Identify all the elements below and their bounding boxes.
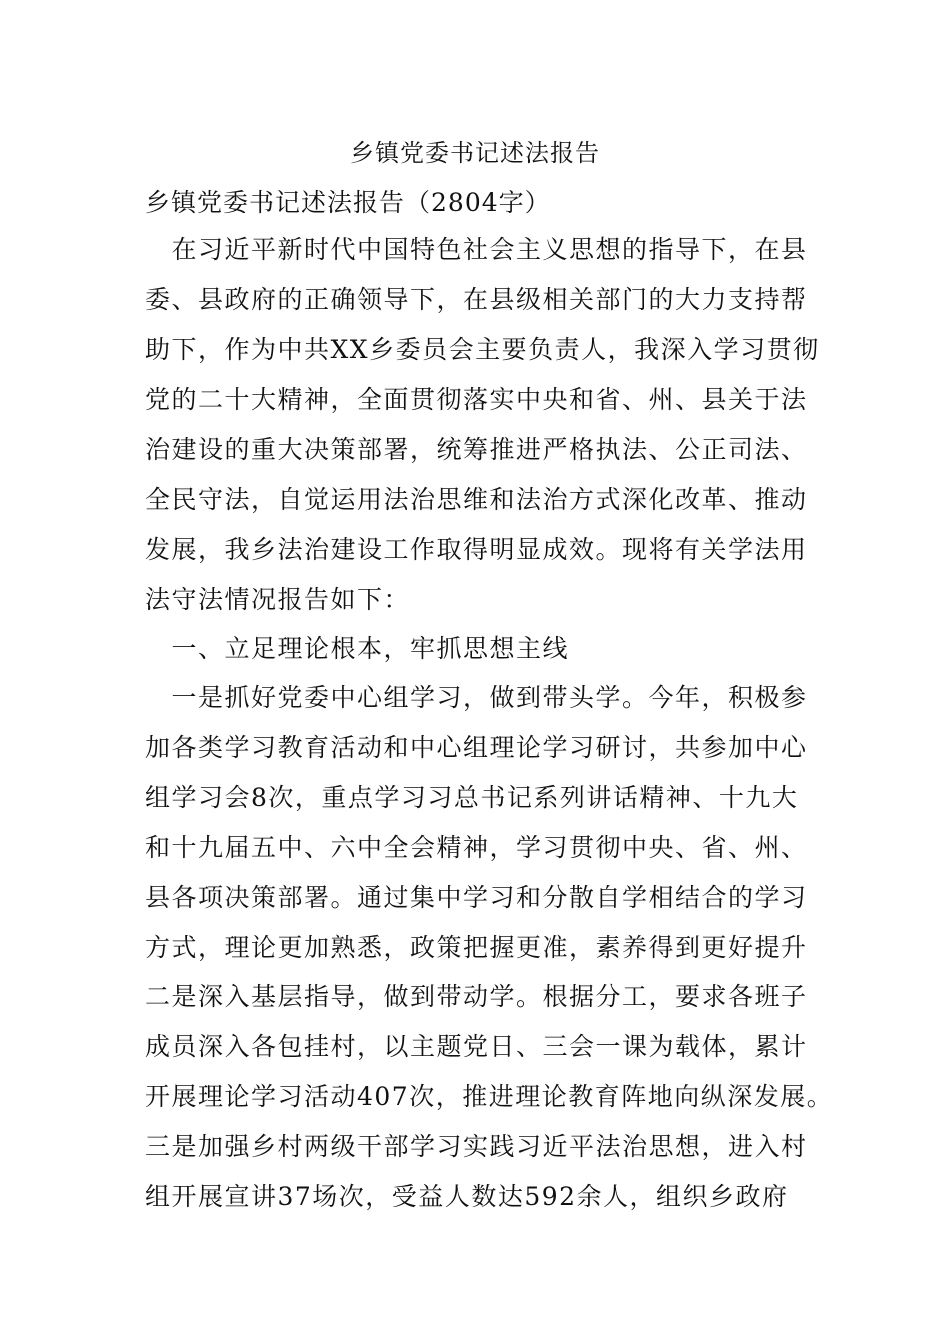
body-line: 县各项决策部署。通过集中学习和分散自学相结合的学习 (145, 883, 808, 912)
body-line: 组学习会8次，重点学习习总书记系列讲话精神、十九大 (145, 783, 799, 812)
body-line: 发展，我乡法治建设工作取得明显成效。现将有关学法用 (145, 535, 808, 564)
body-line: 方式，理论更加熟悉，政策把握更准，素养得到更好提升 (145, 933, 808, 962)
body-line: 二是深入基层指导，做到带动学。根据分工，要求各班子 (145, 982, 808, 1011)
body-line: 全民守法，自觉运用法治思维和法治方式深化改革、推动 (145, 485, 808, 514)
body-line: 法守法情况报告如下： (145, 585, 411, 614)
body-line: 加各类学习教育活动和中心组理论学习研讨，共参加中心 (145, 733, 808, 762)
body-line: 组开展宣讲37场次，受益人数达592余人，组织乡政府 (145, 1182, 789, 1211)
section-heading: 一、立足理论根本，牢抓思想主线 (145, 634, 570, 663)
body-line: 助下，作为中共XX乡委员会主要负责人，我深入学习贯彻 (145, 335, 820, 364)
body-line: 开展理论学习活动407次，推进理论教育阵地向纵深发展。 (145, 1082, 834, 1111)
body-line: 在习近平新时代中国特色社会主义思想的指导下，在县 (145, 235, 808, 264)
body-line: 党的二十大精神，全面贯彻落实中央和省、州、县关于法 (145, 385, 808, 414)
body-line: 治建设的重大决策部署，统筹推进严格执法、公正司法、 (145, 435, 808, 464)
document-subtitle: 乡镇党委书记述法报告（2804字） (145, 188, 551, 217)
body-line: 三是加强乡村两级干部学习实践习近平法治思想，进入村 (145, 1132, 808, 1161)
body-line: 成员深入各包挂村，以主题党日、三会一课为载体，累计 (145, 1032, 808, 1061)
body-line: 一是抓好党委中心组学习，做到带头学。今年，积极参 (145, 683, 808, 712)
body-line: 和十九届五中、六中全会精神，学习贯彻中央、省、州、 (145, 833, 808, 862)
body-line: 委、县政府的正确领导下，在县级相关部门的大力支持帮 (145, 285, 808, 314)
document-title: 乡镇党委书记述法报告 (350, 139, 600, 167)
